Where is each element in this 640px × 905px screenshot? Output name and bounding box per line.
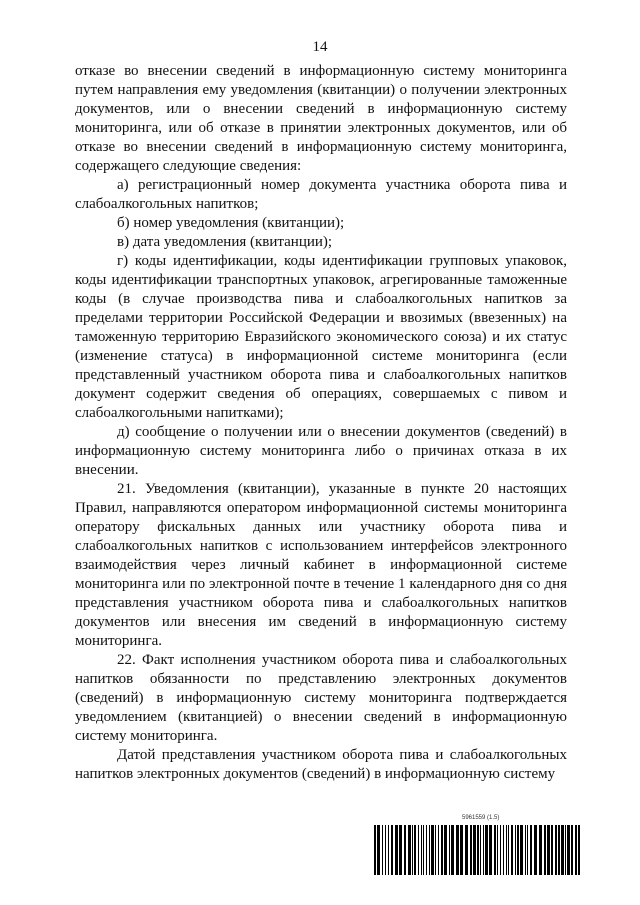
paragraph-item-a: а) регистрационный номер документа участника оборота пива и слабоалкогольных напитков; — [75, 177, 567, 212]
paragraph-clause-22: 22. Факт исполнения участником оборота пива и слабоалкогольных напитков обязанности по представлению электронных документов (сведений) в информационную систему мониторинга подтверждается уведомлением (квитанцией) о внесении сведений в информационную систему мониторинга. — [75, 652, 567, 744]
paragraph-item-d: д) сообщение о получении или о внесении документов (сведений) в информационную систему мониторинга либо о причинах отказа в их внесении. — [75, 424, 567, 478]
paragraph-item-g: г) коды идентификации, коды идентификации групповых упаковок, коды идентификации транспортных упаковок, агрегированные таможенные коды (в случае производства пива и слабоалкогольных напитков за пределами территории Российской Федерации и ввозимых (ввезенных) на таможенную территорию Евразийского экономического союза) и их статус (изменение статуса) в информационной системе мониторинга (если представленный участником оборота пива и слабоалкогольных напитков документ содержит сведения об операциях, совершаемых с пивом и слабоалкогольными напитками); — [75, 253, 567, 421]
page-number: 14 — [312, 39, 328, 55]
paragraph-clause-21: 21. Уведомления (квитанции), указанные в пункте 20 настоящих Правил, направляются оператором информационной системы мониторинга оператору фискальных данных или участнику оборота пива и слабоалкогольных напитков с использованием интерфейсов электронного взаимодействия через личный кабинет в информационной системе мониторинга или по электронной почте в течение 1 календарного дня со дня представления участником оборота пива и слабоалкогольных напитков документов или внесения им сведений в информационную систему мониторинга. — [75, 481, 567, 649]
paragraph-item-v: в) дата уведомления (квитанции); — [117, 234, 333, 250]
paragraph-item-b: б) номер уведомления (квитанции); — [117, 215, 345, 231]
document-body — [75, 62, 567, 784]
barcode-image — [374, 825, 584, 875]
paragraph-intro: отказе во внесении сведений в информационную систему мониторинга путем направления ему уведомления (квитанции) о получении электронных документов, или о внесении сведений в информационную систему мониторинга, или об отказе в принятии электронных документов, или об отказе во внесении сведений в информационную систему мониторинга, содержащего следующие сведения: — [75, 63, 567, 174]
paragraph-date-of-submission: Датой представления участником оборота пива и слабоалкогольных напитков электронных документов (сведений) в информационную систему — [75, 747, 567, 782]
document-code: 5961559 (1.5) — [462, 815, 500, 821]
